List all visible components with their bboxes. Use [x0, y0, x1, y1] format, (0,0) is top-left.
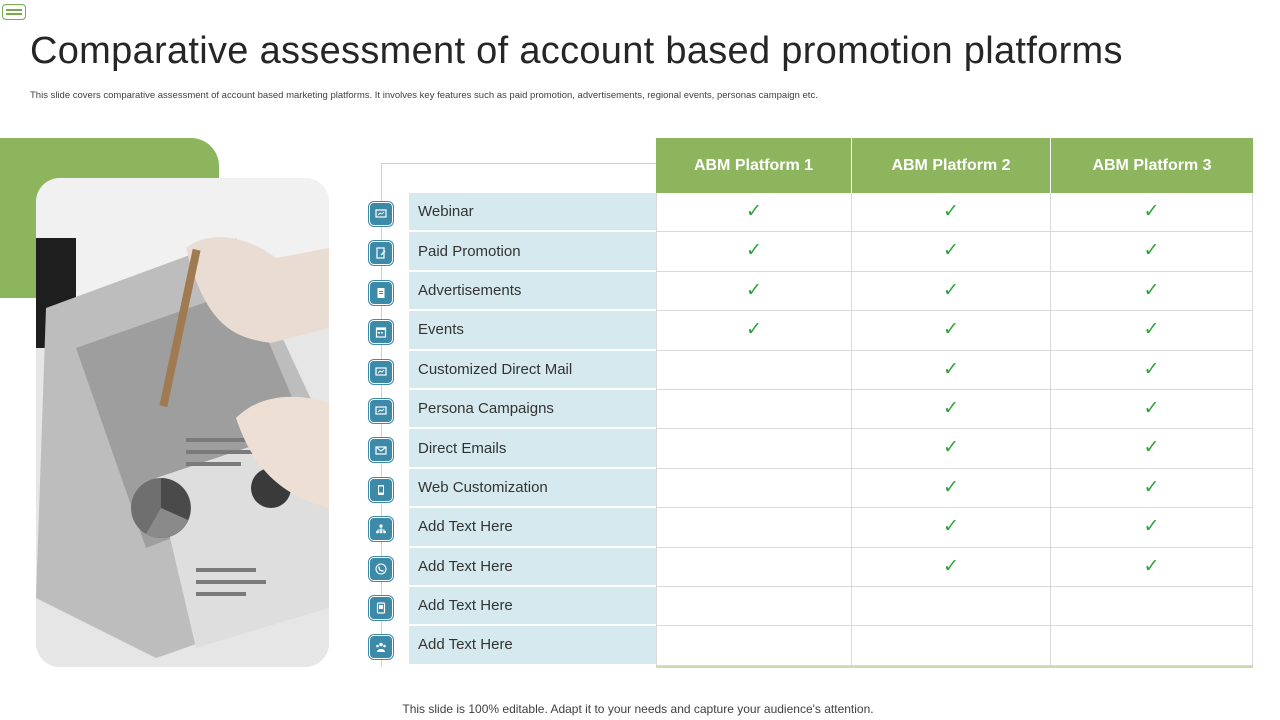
slide-title: Comparative assessment of account based promotion platforms [30, 30, 1123, 72]
empty-cell [852, 587, 1051, 626]
check-mark-icon: ✓ [1051, 272, 1253, 311]
check-mark-icon: ✓ [1051, 548, 1253, 587]
row-label: Add Text Here [409, 587, 656, 625]
table-row [366, 508, 1253, 547]
row-label: Persona Campaigns [409, 390, 656, 428]
table-row [366, 429, 1253, 468]
mobile-icon [369, 478, 393, 502]
empty-cell [656, 429, 852, 468]
row-label: Add Text Here [409, 626, 656, 664]
check-mark-icon: ✓ [1051, 232, 1253, 271]
check-mark-icon: ✓ [852, 429, 1051, 468]
row-label: Add Text Here [409, 508, 656, 546]
check-mark-icon: ✓ [1051, 429, 1253, 468]
table-row [366, 193, 1253, 232]
empty-cell [1051, 626, 1253, 665]
check-mark-icon: ✓ [852, 272, 1051, 311]
edit-document-icon [369, 241, 393, 265]
check-mark-icon: ✓ [1051, 508, 1253, 547]
row-label: Webinar [409, 193, 656, 231]
footer-note: This slide is 100% editable. Adapt it to your needs and capture your audience's attention. [402, 702, 874, 716]
column-header-platform-1: ABM Platform 1 [656, 138, 852, 193]
row-label: Customized Direct Mail [409, 351, 656, 389]
check-mark-icon: ✓ [852, 351, 1051, 390]
check-mark-icon: ✓ [656, 193, 852, 232]
row-label: Paid Promotion [409, 232, 656, 270]
table-row [366, 626, 1253, 665]
check-mark-icon: ✓ [852, 469, 1051, 508]
empty-cell [852, 626, 1051, 665]
table-bottom-border [656, 666, 1253, 668]
comparison-table [366, 193, 1253, 666]
column-header-platform-3: ABM Platform 3 [1092, 156, 1212, 174]
presentation-icon [369, 202, 393, 226]
check-mark-icon: ✓ [1051, 390, 1253, 429]
table-row [366, 232, 1253, 271]
empty-cell [656, 626, 852, 665]
table-row [366, 548, 1253, 587]
document-icon [369, 281, 393, 305]
check-mark-icon: ✓ [852, 232, 1051, 271]
table-row [366, 469, 1253, 508]
table-row [366, 351, 1253, 390]
check-mark-icon: ✓ [1051, 351, 1253, 390]
column-header-platform-2: ABM Platform 2 [852, 138, 1051, 193]
presentation-icon [369, 360, 393, 384]
check-mark-icon: ✓ [852, 508, 1051, 547]
org-chart-icon [369, 517, 393, 541]
check-mark-icon: ✓ [656, 311, 852, 350]
team-icon [369, 635, 393, 659]
table-row [366, 311, 1253, 350]
table-header [656, 138, 1253, 193]
row-label: Direct Emails [409, 429, 656, 467]
photo-hands-with-report [36, 178, 329, 667]
table-frame-top [381, 163, 656, 164]
menu-icon[interactable] [2, 4, 26, 20]
calendar-icon [369, 320, 393, 344]
phone-icon [369, 557, 393, 581]
envelope-icon [369, 438, 393, 462]
check-mark-icon: ✓ [852, 311, 1051, 350]
table-row [366, 390, 1253, 429]
check-mark-icon: ✓ [1051, 469, 1253, 508]
check-mark-icon: ✓ [656, 232, 852, 271]
table-row [366, 587, 1253, 626]
tablet-icon [369, 596, 393, 620]
row-label: Add Text Here [409, 548, 656, 586]
row-label: Advertisements [409, 272, 656, 310]
row-label: Web Customization [409, 469, 656, 507]
empty-cell [656, 587, 852, 626]
presentation-icon [369, 399, 393, 423]
check-mark-icon: ✓ [656, 272, 852, 311]
empty-cell [656, 548, 852, 587]
empty-cell [656, 469, 852, 508]
table-row [366, 272, 1253, 311]
slide-subtitle: This slide covers comparative assessment of account based marketing platforms. It involves key features such as paid promotion, advertisements, regional events, personas campaign etc. [30, 90, 818, 101]
check-mark-icon: ✓ [1051, 193, 1253, 232]
empty-cell [1051, 587, 1253, 626]
empty-cell [656, 351, 852, 390]
check-mark-icon: ✓ [852, 193, 1051, 232]
check-mark-icon: ✓ [852, 390, 1051, 429]
check-mark-icon: ✓ [852, 548, 1051, 587]
empty-cell [656, 508, 852, 547]
empty-cell [656, 390, 852, 429]
row-label: Events [409, 311, 656, 349]
check-mark-icon: ✓ [1051, 311, 1253, 350]
